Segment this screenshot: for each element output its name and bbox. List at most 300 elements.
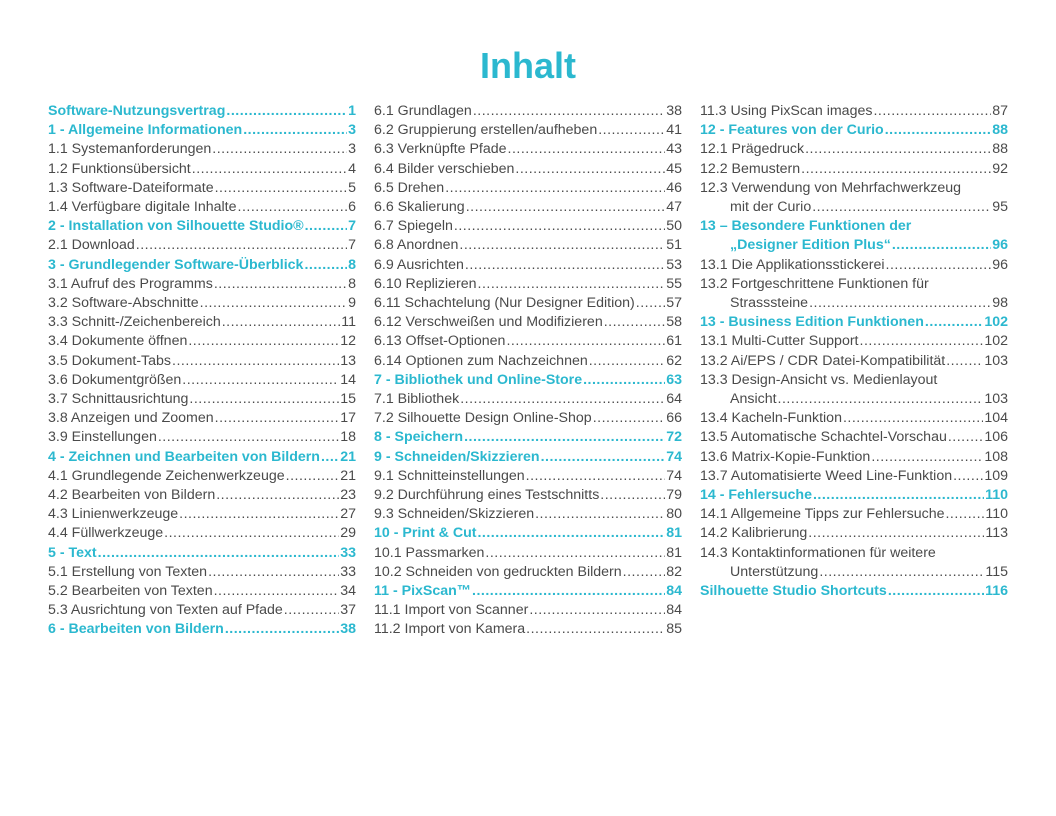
toc-entry-title: 13.4 Kacheln-Funktion xyxy=(700,410,842,427)
toc-section-heading[interactable] xyxy=(374,582,682,601)
dot-leader xyxy=(459,236,665,255)
page-number: 81 xyxy=(666,525,682,542)
toc-entry-title: 6 - Bearbeiten von Bildern xyxy=(48,621,224,638)
dot-leader xyxy=(636,294,665,313)
toc-entry-title: 13.2 Fortgeschrittene Funktionen für xyxy=(700,275,929,292)
page-number: 9 xyxy=(348,295,356,312)
page-number: 74 xyxy=(666,448,682,465)
toc-column-2 xyxy=(374,102,682,640)
toc-entry[interactable] xyxy=(48,582,356,601)
toc-entry[interactable] xyxy=(374,505,682,524)
dot-leader xyxy=(208,563,339,582)
toc-entry[interactable] xyxy=(700,179,1008,217)
toc-entry-title: 13.1 Multi-Cutter Support xyxy=(700,333,859,350)
dot-leader xyxy=(888,582,984,601)
dot-leader xyxy=(212,140,347,159)
page-number: 23 xyxy=(340,487,356,504)
toc-entry-title: 9.1 Schnitteinstellungen xyxy=(374,467,525,484)
page-number: 27 xyxy=(340,506,356,523)
toc-entry-title: 12.2 Bemustern xyxy=(700,160,801,177)
dot-leader xyxy=(892,236,991,255)
toc-entry[interactable] xyxy=(48,409,356,428)
toc-entry-title: 6.1 Grundlagen xyxy=(374,103,472,119)
dot-leader xyxy=(813,486,984,505)
toc-entry-title: 3.4 Dokumente öffnen xyxy=(48,333,188,350)
dot-leader xyxy=(871,448,983,467)
page-number: 6 xyxy=(348,199,356,216)
page-number: 110 xyxy=(985,487,1008,504)
toc-entry-title: 13.7 Automatisierte Weed Line-Funktion xyxy=(700,467,953,484)
toc-entry-title: 1.2 Funktionsübersicht xyxy=(48,160,191,177)
dot-leader xyxy=(485,544,665,563)
toc-section-heading[interactable] xyxy=(48,256,356,275)
page-number: 103 xyxy=(984,391,1008,408)
dot-leader xyxy=(465,256,665,275)
toc-entry[interactable] xyxy=(374,102,682,121)
toc-entry-title: 6.5 Drehen xyxy=(374,179,445,196)
dot-leader xyxy=(529,601,665,620)
page-number: 3 xyxy=(348,122,356,139)
dot-leader xyxy=(192,160,347,179)
toc-entry[interactable] xyxy=(48,352,356,371)
toc-entry-title: 2 - Installation von Silhouette Studio® xyxy=(48,218,304,235)
toc-entry[interactable] xyxy=(374,390,682,409)
dot-leader xyxy=(215,179,348,198)
page-number: 55 xyxy=(666,275,682,292)
toc-entry[interactable] xyxy=(700,467,1008,486)
toc-entry-title-continued: Unterstützung xyxy=(730,563,819,580)
toc-entry[interactable] xyxy=(48,332,356,351)
toc-section-heading[interactable] xyxy=(48,544,356,563)
toc-entry[interactable] xyxy=(374,160,682,179)
toc-entry[interactable] xyxy=(700,275,1008,313)
dot-leader xyxy=(515,160,665,179)
toc-entry[interactable] xyxy=(374,352,682,371)
dot-leader xyxy=(948,428,983,447)
toc-entry-title: 3.8 Anzeigen und Zoomen xyxy=(48,410,214,427)
page-number: 72 xyxy=(666,429,682,446)
page-number: 74 xyxy=(666,467,682,484)
toc-entry[interactable] xyxy=(48,371,356,390)
toc-entry[interactable] xyxy=(48,467,356,486)
dot-leader xyxy=(222,313,341,332)
toc-section-heading[interactable] xyxy=(374,448,682,467)
dot-leader xyxy=(535,505,665,524)
dot-leader xyxy=(164,524,339,543)
page-number: 18 xyxy=(340,429,356,446)
toc-entry-title: 6.14 Optionen zum Nachzeichnen xyxy=(374,352,588,369)
toc-entry[interactable] xyxy=(48,179,356,198)
toc-entry[interactable] xyxy=(48,313,356,332)
dot-leader xyxy=(225,620,339,639)
toc-entry-title: 6.11 Schachtelung (Nur Designer Edition) xyxy=(374,295,635,312)
toc-entry-title: 6.8 Anordnen xyxy=(374,237,459,254)
page-number: 104 xyxy=(984,410,1008,427)
toc-entry-title: 11 - PixScan™ xyxy=(374,583,471,600)
dot-leader xyxy=(321,448,339,467)
page-number: 61 xyxy=(666,333,682,350)
dot-leader xyxy=(886,256,992,275)
toc-entry[interactable] xyxy=(48,198,356,217)
dot-leader xyxy=(843,409,983,428)
toc-entry-title: 5.3 Ausrichtung von Texten auf Pfade xyxy=(48,602,283,619)
dot-leader xyxy=(286,467,340,486)
toc-entry-title: 3.1 Aufruf des Programms xyxy=(48,275,213,292)
toc-entry[interactable] xyxy=(374,121,682,140)
toc-entry-title: 12.3 Verwendung von Mehrfachwerkzeug xyxy=(700,179,962,196)
dot-leader xyxy=(526,620,665,639)
dot-leader xyxy=(808,524,984,543)
toc-section-heading[interactable] xyxy=(48,448,356,467)
toc-entry-title: 4.2 Bearbeiten von Bildern xyxy=(48,487,216,504)
dot-leader xyxy=(589,352,665,371)
toc-entry[interactable] xyxy=(374,179,682,198)
toc-entry[interactable] xyxy=(48,140,356,159)
toc-entry[interactable] xyxy=(374,275,682,294)
toc-section-heading[interactable] xyxy=(374,428,682,447)
toc-entry[interactable] xyxy=(48,275,356,294)
dot-leader xyxy=(873,102,991,121)
page-number: 57 xyxy=(666,295,682,312)
toc-section-heading[interactable] xyxy=(700,121,1008,140)
toc-entry-title: 4 - Zeichnen und Bearbeiten von Bildern xyxy=(48,448,320,465)
toc-entry-title: 5.2 Bearbeiten von Texten xyxy=(48,583,213,600)
dot-leader xyxy=(598,121,665,140)
toc-entry-title: 6.2 Gruppierung erstellen/aufheben xyxy=(374,122,598,139)
page-number: 113 xyxy=(985,525,1008,542)
toc-entry-title: 13.1 Die Applikationsstickerei xyxy=(700,256,885,273)
toc-entry-title: 13 – Besondere Funktionen der xyxy=(700,218,912,235)
toc-entry-title: 12.1 Prägedruck xyxy=(700,141,805,158)
page-number: 14 xyxy=(340,371,356,388)
toc-entry-title: 3 - Grundlegender Software-Überblick xyxy=(48,256,304,273)
dot-leader xyxy=(214,582,340,601)
toc-entry-title: 4.1 Grundlegende Zeichenwerkzeuge xyxy=(48,467,285,484)
page-number: 81 xyxy=(666,544,682,561)
page-title: Inhalt xyxy=(480,45,576,86)
dot-leader xyxy=(945,505,984,524)
toc-entry[interactable] xyxy=(700,332,1008,351)
dot-leader xyxy=(158,428,339,447)
toc-entry-title: 10.2 Schneiden von gedruckten Bildern xyxy=(374,563,622,580)
toc-entry[interactable] xyxy=(374,544,682,563)
toc-entry-title: 5 - Text xyxy=(48,544,97,561)
toc-section-heading[interactable] xyxy=(374,524,682,543)
dot-leader xyxy=(477,524,665,543)
dot-leader xyxy=(464,428,665,447)
toc-entry-title-continued: Ansicht xyxy=(730,391,777,408)
page-number: 102 xyxy=(984,333,1008,350)
toc-entry-title-continued: Strasssteine xyxy=(730,295,809,312)
dot-leader xyxy=(473,102,665,121)
page-number: 21 xyxy=(340,467,356,484)
dot-leader xyxy=(238,198,348,217)
toc-entry-title: 11.3 Using PixScan images xyxy=(700,103,873,119)
toc-entry-title-continued: „Designer Edition Plus“ xyxy=(730,237,891,254)
toc-entry-title: 1.3 Software-Dateiformate xyxy=(48,179,214,196)
page-number: 82 xyxy=(666,563,682,580)
toc-section-heading[interactable] xyxy=(48,217,356,236)
dot-leader xyxy=(478,275,666,294)
toc-section-heading[interactable] xyxy=(700,217,1008,255)
toc-entry-title: 1 - Allgemeine Informationen xyxy=(48,122,243,139)
toc-entry-title: 11.1 Import von Scanner xyxy=(374,602,529,619)
toc-section-heading[interactable] xyxy=(374,371,682,390)
page-number: 47 xyxy=(666,199,682,216)
dot-leader xyxy=(182,371,339,390)
toc-entry[interactable] xyxy=(48,563,356,582)
toc-entry-title: 8 - Speichern xyxy=(374,429,464,446)
dot-leader xyxy=(216,486,339,505)
dot-leader xyxy=(189,390,339,409)
page-number: 17 xyxy=(340,410,356,427)
dot-leader xyxy=(172,352,339,371)
toc-entry-title: 7 - Bibliothek und Online-Store xyxy=(374,371,583,388)
dot-leader xyxy=(445,179,665,198)
toc-entry-title: 13.6 Matrix-Kopie-Funktion xyxy=(700,448,871,465)
toc-entry-title: 6.3 Verknüpfte Pfade xyxy=(374,141,507,158)
toc-entry-title: 6.13 Offset-Optionen xyxy=(374,333,506,350)
page-number: 41 xyxy=(666,122,682,139)
page-number: 88 xyxy=(992,141,1008,158)
toc-entry-title: Silhouette Studio Shortcuts xyxy=(700,583,887,600)
toc-section-heading[interactable] xyxy=(48,121,356,140)
toc-entry-title: 7.2 Silhouette Design Online-Shop xyxy=(374,410,592,427)
toc-entry-title: 5.1 Erstellung von Texten xyxy=(48,563,208,580)
page-number: 64 xyxy=(666,391,682,408)
dot-leader xyxy=(304,256,347,275)
toc-entry-title: 14 - Fehlersuche xyxy=(700,487,812,504)
toc-section-heading[interactable] xyxy=(700,486,1008,505)
toc-entry[interactable] xyxy=(48,505,356,524)
dot-leader xyxy=(946,352,983,371)
toc-entry[interactable] xyxy=(700,505,1008,524)
toc-entry[interactable] xyxy=(374,486,682,505)
dot-leader xyxy=(508,140,666,159)
dot-leader xyxy=(812,198,991,217)
page-number: 87 xyxy=(992,103,1008,119)
toc-entry-title: 3.6 Dokumentgrößen xyxy=(48,371,182,388)
toc-entry[interactable] xyxy=(48,486,356,505)
toc-entry-title: 6.10 Replizieren xyxy=(374,275,477,292)
page-number: 88 xyxy=(992,122,1008,139)
page-number: 96 xyxy=(992,256,1008,273)
page-number: 7 xyxy=(348,218,356,235)
toc-entry-title: 12 - Features von der Curio xyxy=(700,122,884,139)
toc-entry[interactable] xyxy=(700,448,1008,467)
dot-leader xyxy=(226,102,347,121)
page-number: 15 xyxy=(340,391,356,408)
toc-entry-title: 3.5 Dokument-Tabs xyxy=(48,352,172,369)
page-number: 11 xyxy=(341,314,356,331)
toc-entry[interactable] xyxy=(48,160,356,179)
dot-leader xyxy=(778,390,984,409)
toc-entry-title: 13.5 Automatische Schachtel-Vorschau xyxy=(700,429,947,446)
page-number: 58 xyxy=(666,314,682,331)
toc-entry[interactable] xyxy=(374,467,682,486)
toc-entry[interactable] xyxy=(700,352,1008,371)
toc-entry-title: 13.2 Ai/EPS / CDR Datei-Kompatibilität xyxy=(700,352,946,369)
toc-entry-title: 6.9 Ausrichten xyxy=(374,256,464,273)
toc-entry-title: 2.1 Download xyxy=(48,237,135,254)
toc-entry[interactable] xyxy=(48,390,356,409)
page-number: 115 xyxy=(985,563,1008,580)
toc-entry[interactable] xyxy=(374,140,682,159)
toc-section-heading[interactable] xyxy=(700,582,1008,601)
dot-leader xyxy=(526,467,666,486)
page-number: 38 xyxy=(666,103,682,119)
dot-leader xyxy=(604,313,666,332)
page-number: 84 xyxy=(666,602,682,619)
toc-section-heading[interactable] xyxy=(48,620,356,639)
toc-entry-title: 10 - Print & Cut xyxy=(374,525,477,542)
toc-entry[interactable] xyxy=(374,313,682,332)
toc-entry[interactable] xyxy=(700,524,1008,543)
toc-entry-title: 6.7 Spiegeln xyxy=(374,218,453,235)
page-number: 8 xyxy=(348,256,356,273)
toc-entry[interactable] xyxy=(48,294,356,313)
dot-leader xyxy=(460,390,665,409)
page-number: 38 xyxy=(340,621,356,638)
toc-entry[interactable] xyxy=(374,294,682,313)
page-number: 62 xyxy=(666,352,682,369)
toc-entry-title: 14.2 Kalibrierung xyxy=(700,525,808,542)
toc-entry-title: Software-Nutzungsvertrag xyxy=(48,103,226,119)
dot-leader xyxy=(583,371,665,390)
page-number: 4 xyxy=(348,160,356,177)
toc-entry-title: 7.1 Bibliothek xyxy=(374,391,460,408)
toc-entry[interactable] xyxy=(48,601,356,620)
toc-entry-title: 13 - Business Edition Funktionen xyxy=(700,314,924,331)
dot-leader xyxy=(179,505,339,524)
dot-leader xyxy=(593,409,666,428)
page-number: 84 xyxy=(666,583,682,600)
page-number: 53 xyxy=(666,256,682,273)
toc-entry[interactable] xyxy=(374,256,682,275)
toc-entry[interactable] xyxy=(700,371,1008,409)
toc-entry-title: 3.3 Schnitt-/Zeichenbereich xyxy=(48,314,221,331)
page-number: 95 xyxy=(992,199,1008,216)
toc-entry[interactable] xyxy=(700,428,1008,447)
page-number: 79 xyxy=(666,487,682,504)
toc-entry[interactable] xyxy=(48,236,356,255)
dot-leader xyxy=(860,332,984,351)
toc-entry[interactable] xyxy=(700,102,1008,121)
page-number: 103 xyxy=(984,352,1008,369)
page-number: 102 xyxy=(984,314,1008,331)
toc-entry-title: 9 - Schneiden/Skizzieren xyxy=(374,448,540,465)
page-number: 33 xyxy=(340,563,356,580)
toc-column-1 xyxy=(48,102,356,640)
page-number: 7 xyxy=(348,237,356,254)
page-number: 33 xyxy=(340,544,356,561)
page-number: 46 xyxy=(666,179,682,196)
toc-entry[interactable] xyxy=(374,198,682,217)
toc-entry-title: 13.3 Design-Ansicht vs. Medienlayout xyxy=(700,371,938,388)
toc-entry-title: 14.3 Kontaktinformationen für weitere xyxy=(700,544,936,561)
toc-entry[interactable] xyxy=(374,563,682,582)
page-number: 43 xyxy=(666,141,682,158)
dot-leader xyxy=(188,332,339,351)
page-number: 110 xyxy=(985,506,1008,523)
toc-entry[interactable] xyxy=(374,620,682,639)
toc-entry-title: 6.6 Skalierung xyxy=(374,199,465,216)
toc-entry[interactable] xyxy=(700,140,1008,159)
toc-entry[interactable] xyxy=(374,332,682,351)
page-number: 12 xyxy=(340,333,356,350)
dot-leader xyxy=(243,121,347,140)
toc-entry[interactable] xyxy=(700,544,1008,582)
toc-entry[interactable] xyxy=(700,160,1008,179)
page-number: 3 xyxy=(348,141,356,158)
dot-leader xyxy=(466,198,666,217)
dot-leader xyxy=(506,332,665,351)
toc-entry-title-continued: mit der Curio xyxy=(730,199,812,216)
page-number: 106 xyxy=(984,429,1008,446)
page-number: 63 xyxy=(666,371,682,388)
toc-entry-title: 3.7 Schnittausrichtung xyxy=(48,391,189,408)
dot-leader xyxy=(623,563,666,582)
dot-leader xyxy=(472,582,665,601)
toc-entry-title: 1.4 Verfügbare digitale Inhalte xyxy=(48,199,237,216)
page-number: 116 xyxy=(985,583,1008,600)
dot-leader xyxy=(953,467,983,486)
page-number: 21 xyxy=(340,448,356,465)
toc-entry-title: 6.12 Verschweißen und Modifizieren xyxy=(374,314,603,331)
dot-leader xyxy=(284,601,339,620)
toc-entry[interactable] xyxy=(700,409,1008,428)
page-number: 45 xyxy=(666,160,682,177)
toc-entry-title: 14.1 Allgemeine Tipps zur Fehlersuche xyxy=(700,506,945,523)
page-number: 108 xyxy=(984,448,1008,465)
toc-entry-title: 4.4 Füllwerkzeuge xyxy=(48,525,164,542)
toc-entry[interactable] xyxy=(374,217,682,236)
page-number: 50 xyxy=(666,218,682,235)
page-number: 109 xyxy=(984,467,1008,484)
toc-entry-title: 3.2 Software-Abschnitte xyxy=(48,295,199,312)
toc-column-3 xyxy=(700,102,1008,601)
toc-entry-title: 10.1 Passmarken xyxy=(374,544,485,561)
page-number: 92 xyxy=(992,160,1008,177)
dot-leader xyxy=(885,121,992,140)
toc-entry[interactable] xyxy=(374,601,682,620)
toc-entry[interactable] xyxy=(374,409,682,428)
toc-entry[interactable] xyxy=(48,428,356,447)
dot-leader xyxy=(805,140,991,159)
page-number: 13 xyxy=(340,352,356,369)
toc-entry-title: 4.3 Linienwerkzeuge xyxy=(48,506,179,523)
dot-leader xyxy=(925,313,983,332)
dot-leader xyxy=(801,160,991,179)
toc-entry-title: 3.9 Einstellungen xyxy=(48,429,157,446)
dot-leader xyxy=(136,236,347,255)
toc-entry-title: 9.3 Schneiden/Skizzieren xyxy=(374,506,535,523)
toc-entry[interactable] xyxy=(374,236,682,255)
dot-leader xyxy=(809,294,991,313)
toc-entry-title: 9.2 Durchführung eines Testschnitts xyxy=(374,487,600,504)
dot-leader xyxy=(454,217,665,236)
page-number: 37 xyxy=(340,602,356,619)
toc-section-heading[interactable] xyxy=(700,313,1008,332)
page-number: 8 xyxy=(348,275,356,292)
toc-entry-title: 6.4 Bilder verschieben xyxy=(374,160,515,177)
toc-section-heading[interactable] xyxy=(48,102,356,121)
page-number: 85 xyxy=(666,621,682,638)
page-number: 80 xyxy=(666,506,682,523)
toc-entry[interactable] xyxy=(48,524,356,543)
toc-entry[interactable] xyxy=(700,256,1008,275)
page-number: 1 xyxy=(348,103,356,119)
